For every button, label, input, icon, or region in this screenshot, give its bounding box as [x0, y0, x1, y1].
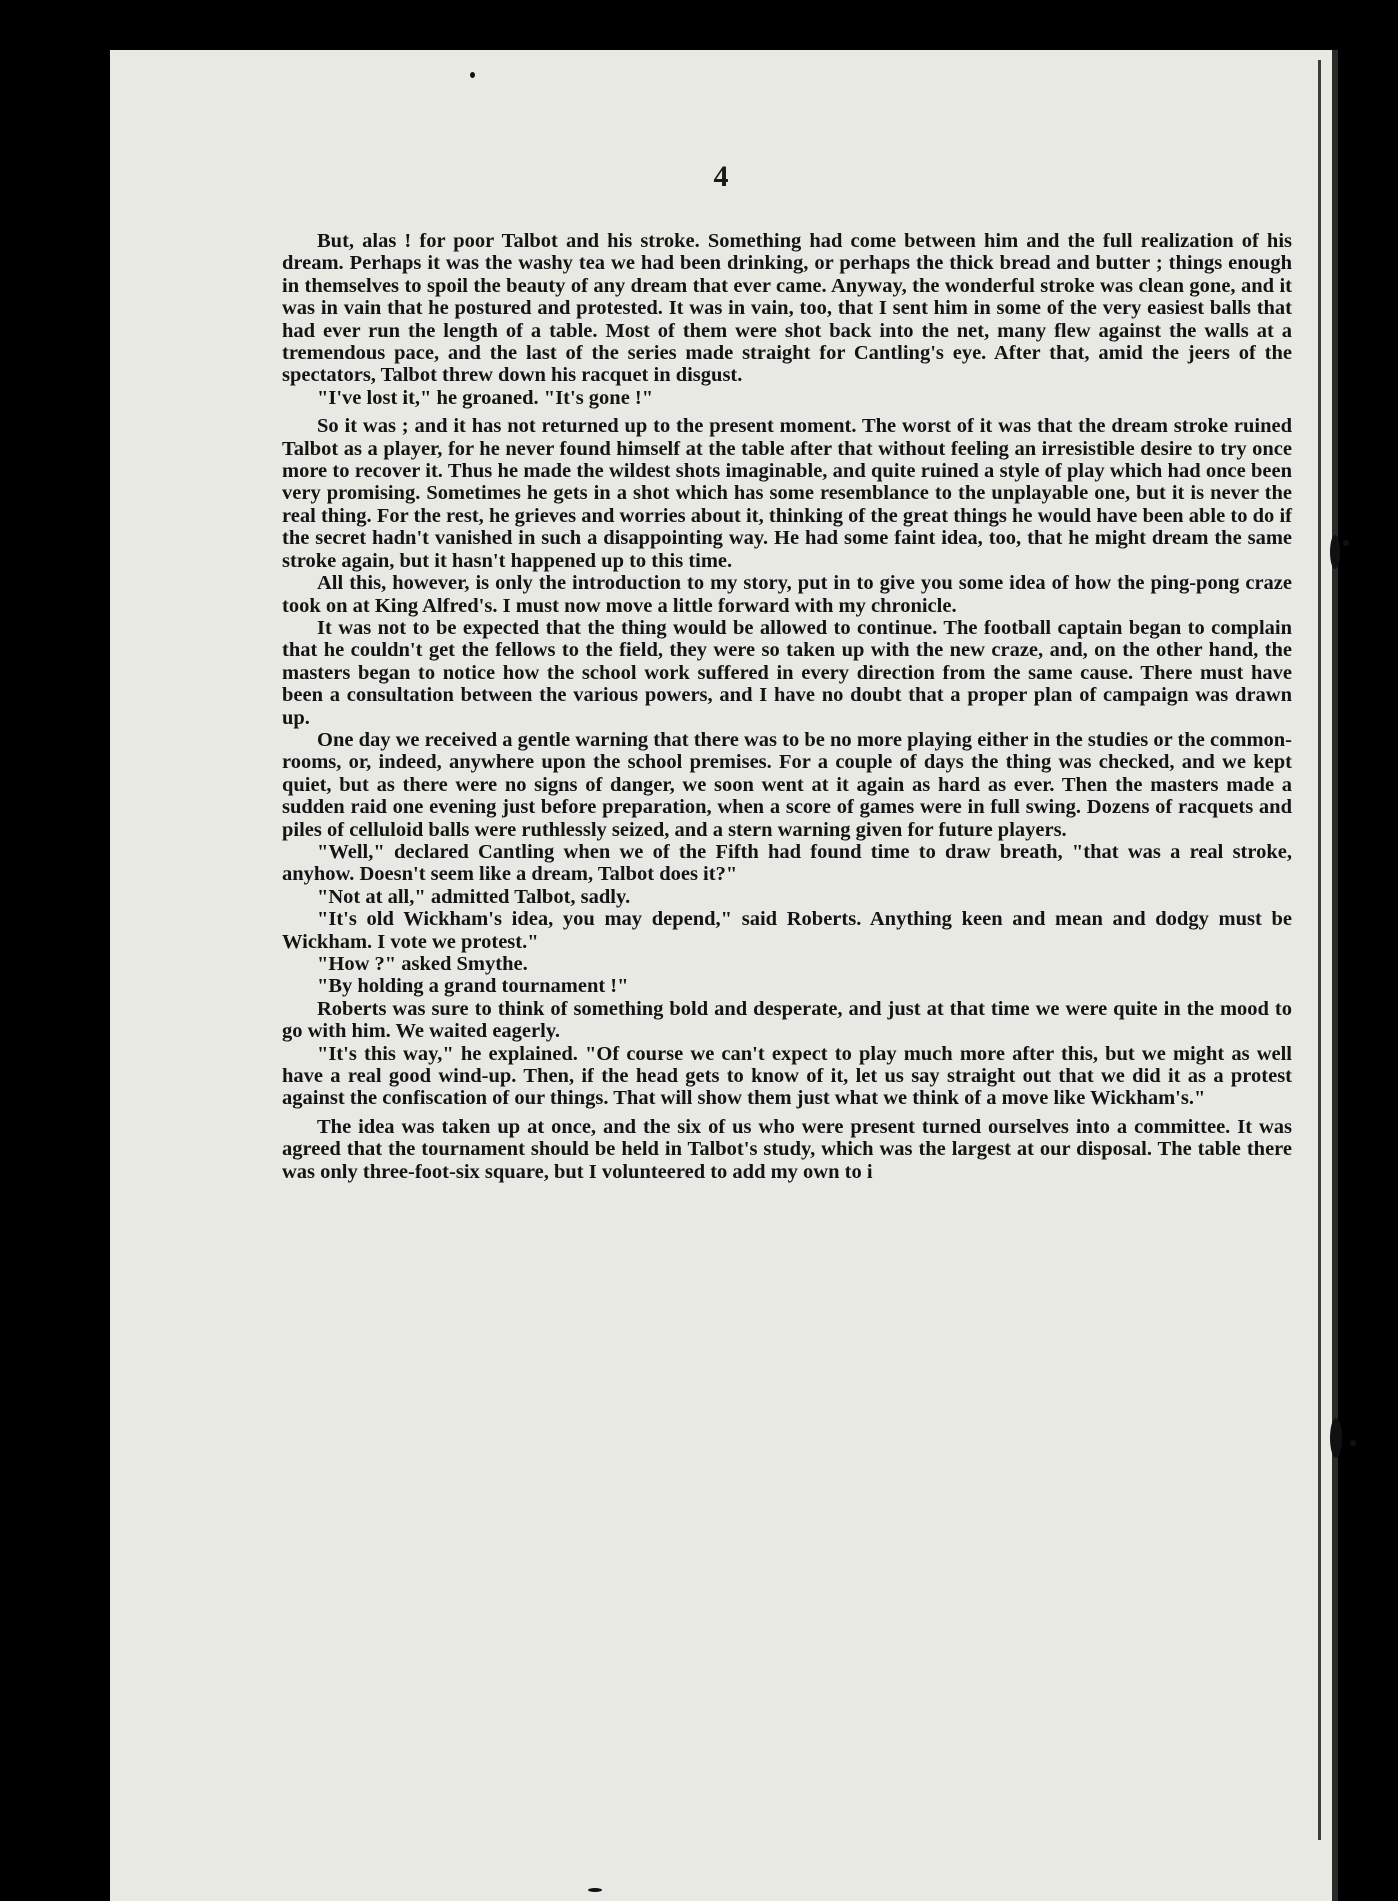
- paragraph: "By holding a grand tournament !": [317, 975, 629, 998]
- paragraph: "How ?" asked Smythe.: [317, 953, 528, 975]
- paragraph: "Well," declared Cantling when we of the Fifth had found time to draw breath, "that was a real stroke, anyhow. Doesn't seem like a dream, Talbot does it?": [282, 840, 1292, 886]
- page-number: 4: [713, 160, 729, 193]
- ink-speck: [1343, 540, 1349, 546]
- ink-speck: [588, 1888, 602, 1892]
- paragraph: "It's old Wickham's idea, you may depend," said Roberts. Anything keen and mean and dodgy must be Wickham. I vote we protest.": [282, 908, 1292, 953]
- paragraph: "I've lost it," he groaned. "It's gone !": [317, 386, 654, 409]
- paragraph: The idea was taken up at once, and the six of us who were present turned ourselves into a committee. It was agreed that the tournament should be held in Talbot's study, which was the largest at our disposal. The table there was only three-foot-six square, but I volunteered to add my own to i: [282, 1115, 1292, 1183]
- ink-speck: [470, 72, 475, 78]
- paragraph: All this, however, is only the introduction to my story, put in to give you some idea of how the ping-pong craze took on at King Alfred's. I must now move a little forward with my chronicle.: [282, 572, 1292, 617]
- page-edge-strip: [1332, 50, 1338, 1901]
- paragraph: Roberts was sure to think of something bold and desperate, and just at that time we were quite in the mood to go with him. We waited eagerly.: [282, 997, 1292, 1043]
- ink-speck: [1330, 535, 1340, 569]
- paragraph: It was not to be expected that the thing would be allowed to continue. The football captain began to complain that he couldn't get the fellows to the field, they were so taken up with the new craze, and, on the other hand, the masters began to notice how the school work suffered in every direction from the same cause. There must have been a consultation between the various powers, and I have no doubt that a proper plan of campaign was drawn up.: [282, 616, 1292, 729]
- page-fold-shadow: [1318, 60, 1321, 1840]
- paragraph: But, alas ! for poor Talbot and his stroke. Something had come between him and the full realization of his dream. Perhaps it was the washy tea we had been drinking, or perhaps the thick bread and butter ; things enough in themselves to spoil the beauty of any dream that ever came. Anyway, the wonderful stroke was clean gone, and it was in vain that he postured and protested. It was in vain, too, that I sent him in some of the very easiest balls that had ever run the length of a table. Most of them were shot back into the net, many flew against the walls at a tremendous pace, and the last of the series made straight for Cantling's eye. After that, amid the jeers of the spectators, Talbot threw down his racquet in disgust.: [282, 230, 1292, 387]
- paragraph: One day we received a gentle warning that there was to be no more playing either in the studies or the common-rooms, or, indeed, anywhere upon the school premises. For a couple of days the thing was checked, and we kept quiet, but as there were no signs of danger, we soon went at it again as hard as ever. Then the masters made a sudden raid one evening just before preparation, when a score of games were in full swing. Dozens of racquets and piles of celluloid balls were ruthlessly seized, and a stern warning given for future players.: [282, 728, 1292, 841]
- body-text: [282, 230, 1292, 1183]
- paragraph: So it was ; and it has not returned up to the present moment. The worst of it was that the dream stroke ruined Talbot as a player, for he never found himself at the table after that without feeling an irresistible desire to try once more to recover it. Thus he made the wildest shots imaginable, and quite ruined a style of play which had once been very promising. Sometimes he gets in a shot which has some resemblance to the unplayable one, but it is never the real thing. For the rest, he grieves and worries about it, thinking of the great things he would have been able to do if the secret hadn't vanished in such a disappointing way. He had some faint idea, too, that he might dream the same stroke again, but it hasn't happened up to this time.: [282, 415, 1292, 572]
- paragraph: "Not at all," admitted Talbot, sadly.: [317, 885, 631, 908]
- ink-speck: [1350, 1440, 1356, 1446]
- book-page: [110, 50, 1332, 1901]
- ink-speck: [1330, 1418, 1342, 1458]
- paragraph: "It's this way," he explained. "Of course we can't expect to play much more after this, but we might as well have a real good wind-up. Then, if the head gets to know of it, let us say straight out that we did it as a protest against the confiscation of our things. That will show them just what we think of a move like Wickham's.": [282, 1042, 1292, 1110]
